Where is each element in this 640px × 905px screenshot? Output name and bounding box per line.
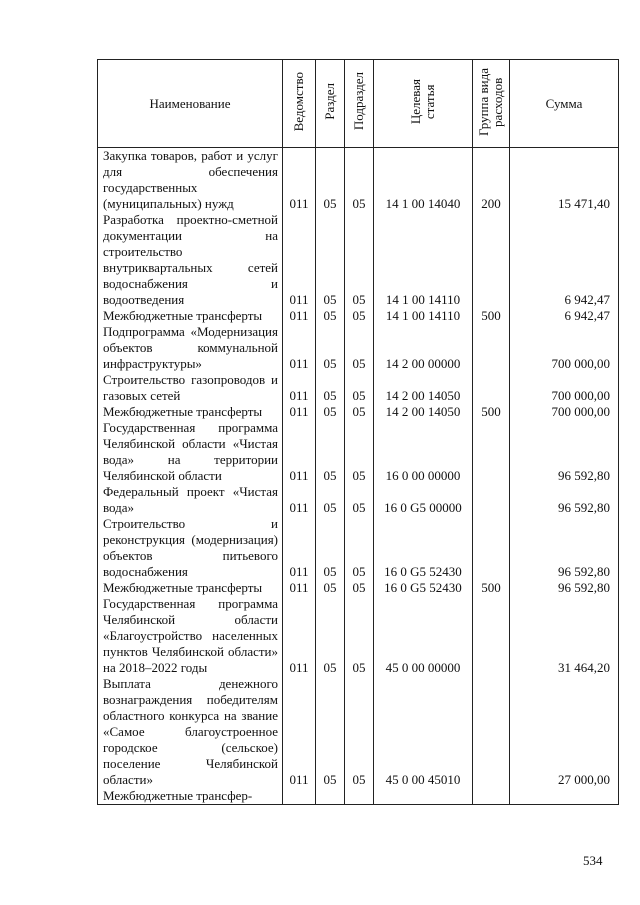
header-celevaya-statya: Целевая статья <box>374 60 473 148</box>
cell-gruppa <box>473 516 510 580</box>
cell-vedomstvo: 011 <box>283 484 316 516</box>
table-row <box>98 212 619 308</box>
cell-vedomstvo: 011 <box>283 324 316 372</box>
cell-razdel: 05 <box>316 404 345 420</box>
cell-razdel: 05 <box>316 324 345 372</box>
cell-razdel: 05 <box>316 148 345 213</box>
cell-celevaya-statya: 45 0 00 45010 <box>374 676 473 788</box>
cell-summa: 700 000,00 <box>510 404 619 420</box>
cell-podrazdel: 05 <box>345 516 374 580</box>
cell-summa: 96 592,80 <box>510 580 619 596</box>
cell-summa <box>510 788 619 805</box>
cell-celevaya-statya: 45 0 00 00000 <box>374 596 473 676</box>
cell-razdel: 05 <box>316 308 345 324</box>
cell-name: Строительство и реконструкция (модернизация) объектов питьевого водоснабжения <box>98 516 283 580</box>
cell-gruppa <box>473 596 510 676</box>
cell-vedomstvo: 011 <box>283 420 316 484</box>
cell-summa: 700 000,00 <box>510 372 619 404</box>
cell-name: Государственная программа Челябинской области «Чистая вода» на территории Челябинской области <box>98 420 283 484</box>
cell-celevaya-statya: 14 1 00 14110 <box>374 308 473 324</box>
cell-celevaya-statya: 16 0 G5 52430 <box>374 580 473 596</box>
cell-razdel <box>316 788 345 805</box>
cell-gruppa: 500 <box>473 580 510 596</box>
cell-name: Государственная программа Челябинской области «Благоустройство населенных пунктов Челябинской области» на 2018–2022 годы <box>98 596 283 676</box>
cell-podrazdel: 05 <box>345 372 374 404</box>
cell-vedomstvo: 011 <box>283 580 316 596</box>
table-row <box>98 324 619 372</box>
cell-vedomstvo: 011 <box>283 404 316 420</box>
cell-celevaya-statya: 14 2 00 00000 <box>374 324 473 372</box>
cell-name: Межбюджетные трансферты <box>98 308 283 324</box>
cell-summa: 6 942,47 <box>510 212 619 308</box>
cell-razdel: 05 <box>316 580 345 596</box>
cell-name: Межбюджетные трансфер- <box>98 788 283 805</box>
table-row <box>98 516 619 580</box>
cell-celevaya-statya: 14 1 00 14040 <box>374 148 473 213</box>
table-row <box>98 372 619 404</box>
cell-summa: 96 592,80 <box>510 516 619 580</box>
cell-podrazdel: 05 <box>345 324 374 372</box>
cell-gruppa: 200 <box>473 148 510 213</box>
table-row <box>98 788 619 805</box>
cell-razdel: 05 <box>316 484 345 516</box>
cell-celevaya-statya: 16 0 00 00000 <box>374 420 473 484</box>
cell-gruppa <box>473 420 510 484</box>
cell-name: Межбюджетные трансферты <box>98 580 283 596</box>
cell-summa: 15 471,40 <box>510 148 619 213</box>
cell-razdel: 05 <box>316 372 345 404</box>
cell-razdel: 05 <box>316 420 345 484</box>
cell-podrazdel: 05 <box>345 676 374 788</box>
cell-podrazdel: 05 <box>345 148 374 213</box>
cell-podrazdel: 05 <box>345 580 374 596</box>
cell-celevaya-statya: 16 0 G5 52430 <box>374 516 473 580</box>
table-row <box>98 420 619 484</box>
table-row <box>98 484 619 516</box>
cell-razdel: 05 <box>316 676 345 788</box>
cell-summa: 700 000,00 <box>510 324 619 372</box>
cell-gruppa <box>473 324 510 372</box>
cell-celevaya-statya: 14 2 00 14050 <box>374 404 473 420</box>
header-name: Наименование <box>98 60 283 148</box>
header-gruppa-vida-rashodov: Группа вида расходов <box>473 60 510 148</box>
cell-celevaya-statya: 16 0 G5 00000 <box>374 484 473 516</box>
cell-vedomstvo: 011 <box>283 676 316 788</box>
table-row <box>98 596 619 676</box>
cell-name: Выплата денежного вознаграждения победителям областного конкурса на звание «Самое благоустроенное городское (сельское) поселение Челябинской области» <box>98 676 283 788</box>
page-number: 534 <box>583 853 603 868</box>
cell-vedomstvo: 011 <box>283 148 316 213</box>
cell-name: Межбюджетные трансферты <box>98 404 283 420</box>
cell-summa: 31 464,20 <box>510 596 619 676</box>
header-vedomstvo: Ведомство <box>283 60 316 148</box>
header-podrazdel: Подраздел <box>345 60 374 148</box>
cell-razdel: 05 <box>316 212 345 308</box>
header-razdel: Раздел <box>316 60 345 148</box>
cell-name: Разработка проектно-сметной документации на строительство внутриквартальных сетей водоснабжения и водоотведения <box>98 212 283 308</box>
cell-gruppa <box>473 484 510 516</box>
cell-podrazdel: 05 <box>345 212 374 308</box>
cell-name: Строительство газопроводов и газовых сетей <box>98 372 283 404</box>
cell-summa: 27 000,00 <box>510 676 619 788</box>
cell-gruppa: 500 <box>473 404 510 420</box>
cell-gruppa <box>473 676 510 788</box>
cell-razdel: 05 <box>316 596 345 676</box>
cell-podrazdel: 05 <box>345 420 374 484</box>
cell-celevaya-statya: 14 1 00 14110 <box>374 212 473 308</box>
cell-podrazdel: 05 <box>345 484 374 516</box>
table-row <box>98 148 619 213</box>
cell-podrazdel: 05 <box>345 596 374 676</box>
cell-vedomstvo: 011 <box>283 596 316 676</box>
cell-summa: 96 592,80 <box>510 420 619 484</box>
header-summa: Сумма <box>510 60 619 148</box>
cell-vedomstvo: 011 <box>283 308 316 324</box>
cell-celevaya-statya <box>374 788 473 805</box>
table-row <box>98 676 619 788</box>
cell-name: Подпрограмма «Модернизация объектов коммунальной инфраструктуры» <box>98 324 283 372</box>
cell-summa: 6 942,47 <box>510 308 619 324</box>
cell-podrazdel: 05 <box>345 308 374 324</box>
table-header-row <box>98 60 619 148</box>
cell-podrazdel <box>345 788 374 805</box>
cell-razdel: 05 <box>316 516 345 580</box>
cell-name: Закупка товаров, работ и услуг для обеспечения государственных (муниципальных) нужд <box>98 148 283 213</box>
cell-gruppa: 500 <box>473 308 510 324</box>
budget-table <box>97 59 619 805</box>
cell-vedomstvo: 011 <box>283 372 316 404</box>
table-row <box>98 580 619 596</box>
cell-gruppa <box>473 372 510 404</box>
cell-vedomstvo: 011 <box>283 212 316 308</box>
cell-gruppa <box>473 788 510 805</box>
cell-vedomstvo <box>283 788 316 805</box>
cell-podrazdel: 05 <box>345 404 374 420</box>
cell-vedomstvo: 011 <box>283 516 316 580</box>
cell-celevaya-statya: 14 2 00 14050 <box>374 372 473 404</box>
cell-summa: 96 592,80 <box>510 484 619 516</box>
table-row <box>98 404 619 420</box>
cell-name: Федеральный проект «Чистая вода» <box>98 484 283 516</box>
table-row <box>98 308 619 324</box>
cell-gruppa <box>473 212 510 308</box>
